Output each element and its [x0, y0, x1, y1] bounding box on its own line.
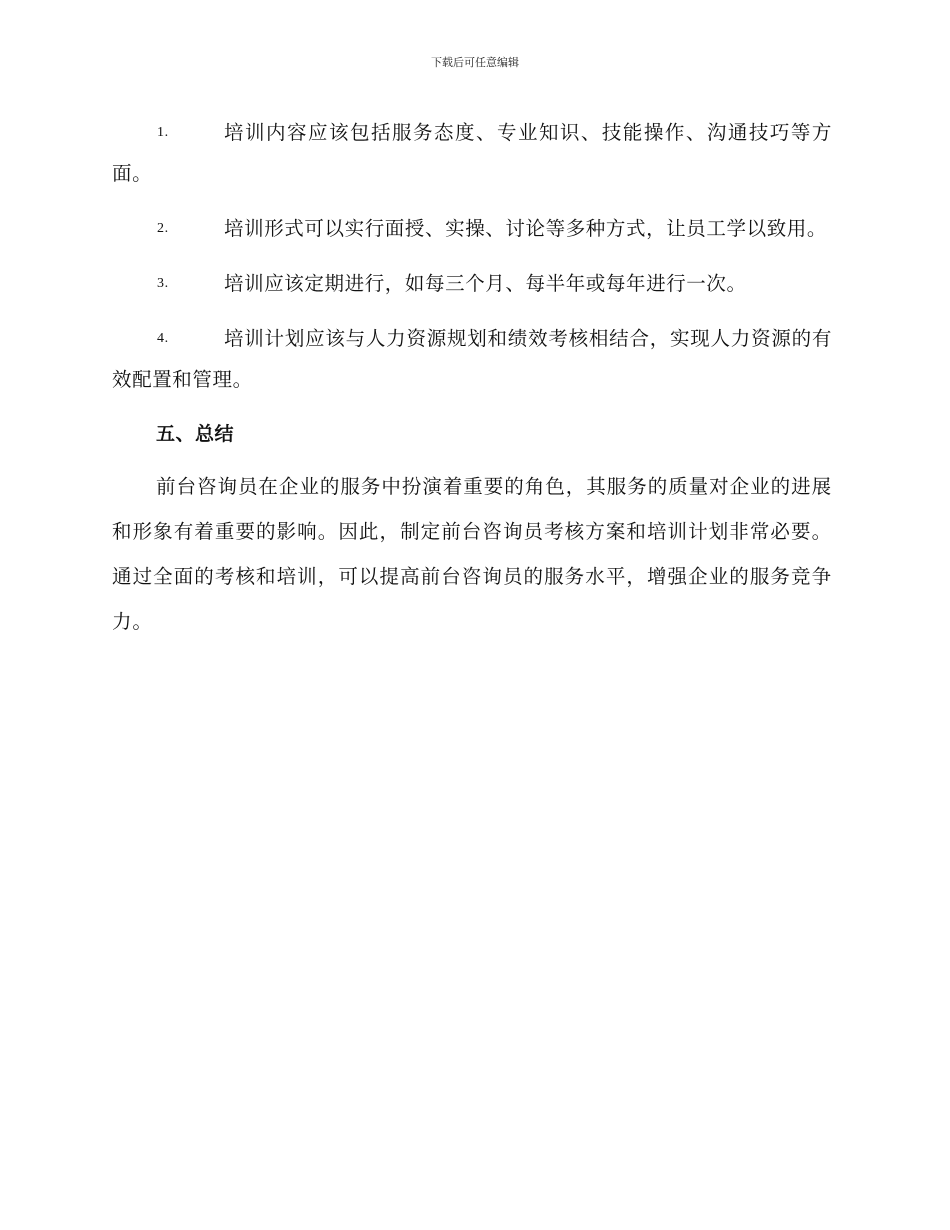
document-body	[112, 112, 832, 644]
list-item	[112, 318, 832, 400]
summary-paragraph: 前台咨询员在企业的服务中扮演着重要的角色，其服务的质量对企业的进展和形象有着重要的影响。因此，制定前台咨询员考核方案和培训计划非常必要。通过全面的考核和培训，可以提高前台咨询员的服务水平，增强企业的服务竞争力。	[112, 475, 832, 633]
list-item	[112, 263, 832, 304]
list-item-number: 2.	[157, 221, 169, 236]
list-item-text: 培训计划应该与人力资源规划和绩效考核相结合，实现人力资源的有效配置和管理。	[112, 327, 832, 391]
list-item-number: 3.	[157, 276, 169, 291]
list-item-text: 培训内容应该包括服务态度、专业知识、技能操作、沟通技巧等方面。	[112, 121, 832, 185]
list-item-text: 培训形式可以实行面授、实操、讨论等多种方式，让员工学以致用。	[224, 217, 828, 240]
list-item-number: 4.	[157, 331, 169, 346]
list-item-text: 培训应该定期进行，如每三个月、每半年或每年进行一次。	[224, 272, 747, 295]
list-item	[112, 112, 832, 194]
header-note: 下载后可任意编辑	[431, 56, 519, 69]
list-item-number: 1.	[157, 125, 169, 140]
list-item	[112, 208, 832, 249]
section-heading: 五、总结	[156, 423, 235, 445]
